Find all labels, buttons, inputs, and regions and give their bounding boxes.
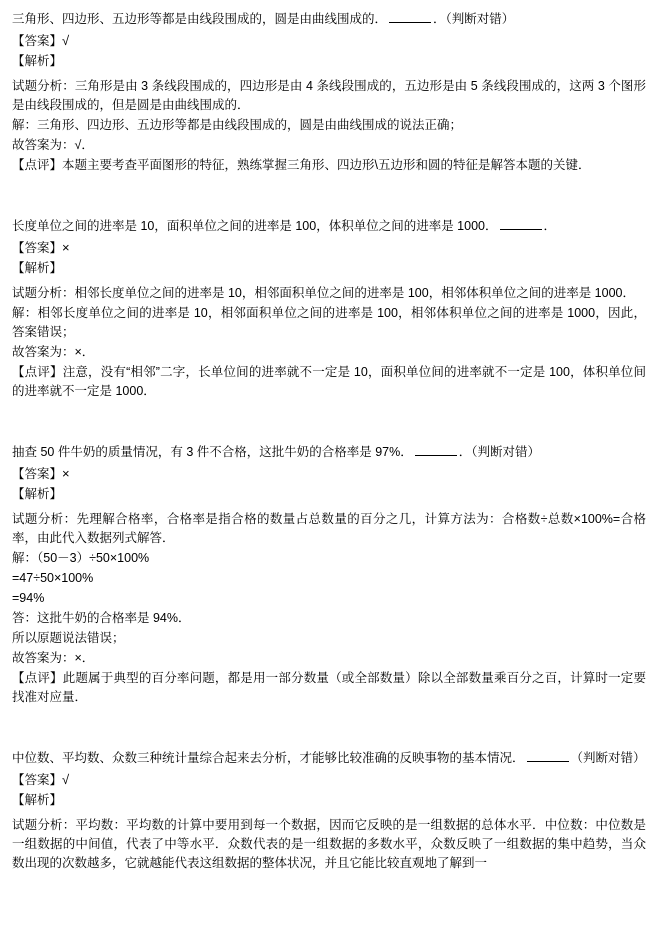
analysis-line: 试题分析：先理解合格率，合格率是指合格的数量占总数量的百分之几，计算方法为：合格数÷总数×100%=合格率，由此代入数据列式解答． — [12, 512, 646, 545]
analysis-line: 试题分析：相邻长度单位之间的进率是 10，相邻面积单位之间的进率是 100，相邻体积单位之间的进率是 1000． — [12, 286, 635, 300]
analysis-label: 【解析】 — [12, 261, 63, 275]
analysis-line: =47÷50×100% — [12, 571, 94, 585]
question-block — [12, 443, 646, 707]
question-stem — [12, 749, 646, 768]
fill-blank — [389, 10, 431, 23]
analysis-line: 试题分析：平均数：平均数的计算中要用到每一个数据，因而它反映的是一组数据的总体水平．中位数：中位数是一组数据的中间值，代表了中等水平．众数代表的是一组数据的多数水平，众数反映了一组数据的集中趋势，当众数出现的次数越多，它就越能代表这组数据的整体状况，并且它能比较直观地了解到一 — [12, 818, 646, 870]
stem-suffix: ．（判断对错） — [458, 445, 541, 459]
spacer — [12, 197, 646, 217]
question-stem — [12, 443, 646, 462]
answer-line — [12, 31, 646, 51]
stem-text: 长度单位之间的进率是 10，面积单位之间的进率是 100，体积单位之间的进率是 1000． — [12, 219, 498, 233]
stem-suffix: ．（判断对错） — [433, 12, 515, 26]
question-block — [12, 749, 646, 873]
analysis-line: 解：三角形、四边形、五边形等都是由线段围成的，圆是由曲线围成的说法正确； — [12, 118, 463, 132]
question-block — [12, 10, 646, 175]
answer-value: × — [62, 240, 70, 255]
answer-label: 【答案】 — [12, 467, 63, 481]
analysis-line: 试题分析：三角形是由 3 条线段围成的，四边形是由 4 条线段围成的，五边形是由 5 条线段围成的，这两 3 个图形是由线段围成的，但是圆是由曲线围成的． — [12, 79, 646, 112]
stem-text: 中位数、平均数、众数三种统计量综合起来去分析，才能够比较准确的反映事物的基本情况． — [12, 751, 525, 765]
analysis-label: 【解析】 — [12, 54, 63, 68]
analysis-line: 故答案为：√． — [12, 138, 94, 152]
answer-value: √ — [62, 772, 70, 787]
answer-line — [12, 238, 646, 258]
answer-value: × — [62, 466, 70, 481]
question-stem — [12, 10, 646, 29]
analysis-line: 解：（50－3）÷50×100% — [12, 551, 150, 565]
stem-text: 抽查 50 件牛奶的质量情况，有 3 件不合格，这批牛奶的合格率是 97%． — [12, 445, 413, 459]
analysis-label: 【解析】 — [12, 793, 63, 807]
comment-line: 【点评】注意，没有“相邻”二字，长单位间的进率就不一定是 10，面积单位间的进率就不一定是 100，体积单位间的进率就不一定是 1000． — [12, 365, 646, 398]
analysis-line: 故答案为：×． — [12, 345, 95, 359]
answer-line — [12, 464, 646, 484]
answer-label: 【答案】 — [12, 241, 63, 255]
question-block — [12, 217, 646, 401]
fill-blank — [415, 443, 457, 456]
comment-line: 【点评】此题属于典型的百分率问题，都是用一部分数量（或全部数量）除以全部数量乘百分之百，计算时一定要找准对应量． — [12, 671, 646, 704]
analysis-line: =94% — [12, 591, 45, 605]
stem-suffix: ． — [543, 219, 557, 233]
analysis-line: 解：相邻长度单位之间的进率是 10，相邻面积单位之间的进率是 100，相邻体积单位之间的进率是 1000，因此，答案错误； — [12, 306, 646, 339]
comment-line: 【点评】本题主要考查平面图形的特征，熟练掌握三角形、四边形\五边形和圆的特征是解答本题的关键． — [12, 158, 591, 172]
answer-value: √ — [62, 33, 70, 48]
question-stem — [12, 217, 646, 236]
analysis-line: 故答案为：×． — [12, 651, 95, 665]
stem-text: 三角形、四边形、五边形等都是由线段围成的，圆是由曲线围成的． — [12, 12, 388, 26]
fill-blank — [500, 217, 542, 230]
spacer — [12, 423, 646, 443]
answer-label: 【答案】 — [12, 34, 63, 48]
spacer — [12, 729, 646, 749]
answer-label: 【答案】 — [12, 773, 63, 787]
answer-line — [12, 770, 646, 790]
analysis-label: 【解析】 — [12, 487, 63, 501]
analysis-line: 答：这批牛奶的合格率是 94%． — [12, 611, 191, 625]
analysis-line: 所以原题说法错误； — [12, 631, 125, 645]
fill-blank — [527, 749, 569, 762]
stem-suffix: （判断对错） — [570, 751, 646, 765]
